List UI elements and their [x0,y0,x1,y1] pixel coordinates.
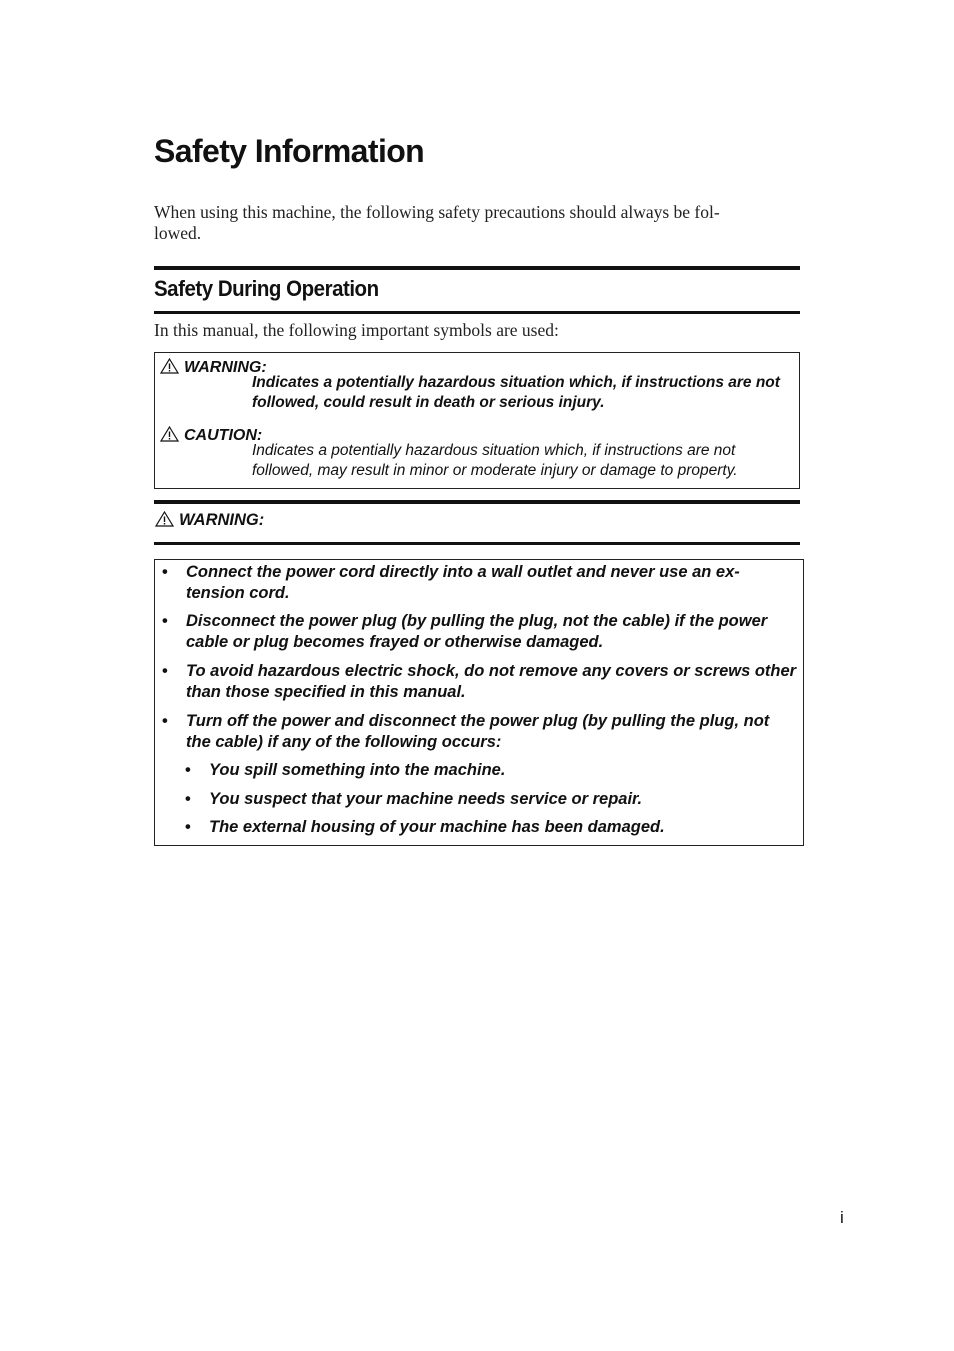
bullet: • [162,612,168,630]
list-item [155,611,803,653]
symbols-intro: In this manual, the following important symbols are used: [154,320,559,340]
warning-triangle-icon [160,358,179,374]
section-bottom-rule [154,311,800,314]
bullet: • [185,818,191,836]
legend-caution-description: Indicates a potentially hazardous situation which, if instructions are not followed, may result in minor or moderate injury or damage to property. [252,442,738,479]
section-top-rule [154,266,800,270]
section-heading: Safety During Operation [154,276,379,301]
sub-list-item [155,760,803,781]
sub-list-item-text: The external housing of your machine has been damaged. [209,818,665,836]
list-item [155,562,803,604]
list-item-text: Disconnect the power plug (by pulling the plug, not the cable) if the power cable or plug becomes frayed or otherwise damaged. [186,612,768,651]
list-item-text: To avoid hazardous electric shock, do not remove any covers or screws other than those specified in this manual. [186,662,797,701]
warning-box [154,559,804,846]
warning-heading-label: WARNING: [179,511,265,529]
sub-list-item-text: You spill something into the machine. [209,761,506,779]
sub-list-item [155,817,803,838]
legend-caution-label: CAUTION: [184,427,263,444]
bullet: • [162,712,168,730]
list-item-text: Turn off the power and disconnect the power plug (by pulling the plug, not the cable) if any of the following occurs: [186,712,770,751]
warning-heading [155,510,264,530]
page-title: Safety Information [154,133,425,169]
list-item-text: Connect the power cord directly into a wall outlet and never use an ex- tension cord. [186,563,740,602]
intro-paragraph: When using this machine, the following safety precautions should always be fol- lowed. [154,202,720,243]
symbol-legend-box [154,352,800,489]
warning-bottom-rule [154,542,800,545]
warning-triangle-icon [160,426,179,442]
page-number: i [840,1208,844,1227]
sub-list-item-text: You suspect that your machine needs service or repair. [209,790,643,808]
bullet: • [162,563,168,581]
legend-warning-term [160,358,267,378]
legend-warning-description: Indicates a potentially hazardous situation which, if instructions are not followed, could result in death or serious injury. [252,374,780,411]
sub-list-item [155,789,803,810]
bullet: • [185,790,191,808]
bullet: • [185,761,191,779]
legend-caution-term [160,426,262,446]
warning-triangle-icon [155,511,174,527]
legend-warning-label: WARNING: [184,359,267,376]
list-item [155,711,803,753]
bullet: • [162,662,168,680]
warning-top-rule [154,500,800,504]
list-item [155,661,803,703]
